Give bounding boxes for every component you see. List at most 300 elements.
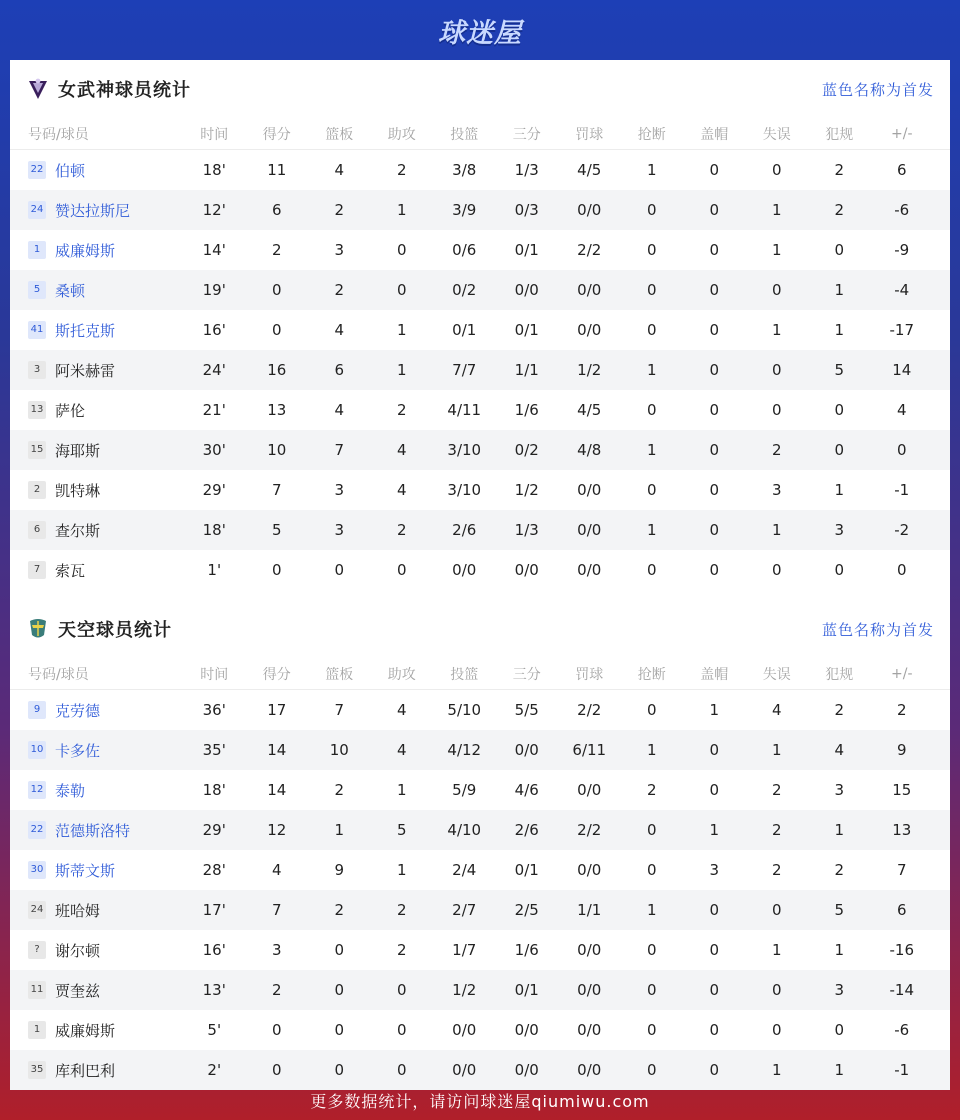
- stat-cell: 6: [896, 901, 907, 919]
- player-name[interactable]: 班哈姆: [55, 901, 101, 920]
- stat-cell: 0: [271, 561, 282, 579]
- stat-cell: 1: [396, 201, 407, 219]
- stat-cell: 0: [709, 981, 720, 999]
- column-header[interactable]: 盖帽: [700, 666, 729, 683]
- stat-cell: 2: [896, 701, 907, 719]
- stat-cell: 0/0: [514, 1021, 539, 1039]
- stat-cell: 19': [202, 281, 226, 299]
- player-row[interactable]: [10, 230, 950, 270]
- stat-cell: 0: [396, 1061, 407, 1079]
- stat-cell: 2: [396, 901, 407, 919]
- column-header[interactable]: +/-: [891, 665, 913, 682]
- stat-cell: 7: [271, 481, 282, 499]
- jersey-number-badge: 1: [28, 1021, 46, 1039]
- stat-cell: 0: [771, 401, 782, 419]
- stat-cell: 0: [646, 481, 657, 499]
- stat-cell: 0: [646, 401, 657, 419]
- starter-legend: 蓝色名称为首发: [821, 80, 934, 99]
- stat-cell: 1: [709, 701, 720, 719]
- stat-cell: 0: [396, 981, 407, 999]
- stat-cell: 1: [834, 281, 845, 299]
- stat-cell: 0/1: [514, 241, 539, 259]
- stat-cell: 0/0: [577, 1021, 602, 1039]
- stat-cell: 0: [771, 281, 782, 299]
- stat-cell: 0: [334, 981, 345, 999]
- stat-cell: 0/1: [514, 861, 539, 879]
- stat-cell: 0/0: [577, 981, 602, 999]
- stat-cell: 0: [771, 161, 782, 179]
- column-header[interactable]: 三分: [512, 126, 541, 143]
- stat-cell: 2: [396, 401, 407, 419]
- stat-cell: -1: [894, 481, 910, 499]
- column-header[interactable]: 助攻: [387, 126, 416, 143]
- stat-cell: 0: [334, 1021, 345, 1039]
- stat-cell: 5/10: [447, 701, 482, 719]
- stat-cell: 11: [267, 161, 287, 179]
- player-name[interactable]: 查尔斯: [55, 521, 101, 540]
- stat-cell: 14: [267, 781, 287, 799]
- stat-cell: 0: [646, 981, 657, 999]
- column-header[interactable]: 三分: [512, 666, 541, 683]
- player-cell: [10, 440, 183, 461]
- player-cell: [10, 1060, 183, 1081]
- stat-cell: 0: [709, 441, 720, 459]
- jersey-number-badge: 35: [28, 1061, 46, 1079]
- jersey-number-badge: 22: [28, 161, 46, 179]
- player-row[interactable]: [10, 310, 950, 350]
- stat-cell: 1/2: [577, 361, 602, 379]
- player-row[interactable]: [10, 810, 950, 850]
- stat-cell: 2/2: [577, 701, 602, 719]
- stat-cell: 16: [267, 361, 287, 379]
- player-row[interactable]: [10, 510, 950, 550]
- player-name[interactable]: 威廉姆斯: [55, 241, 116, 260]
- stat-cell: 1: [646, 901, 657, 919]
- stat-cell: 4: [334, 321, 345, 339]
- stat-cell: -17: [889, 321, 914, 339]
- stat-cell: 0: [771, 561, 782, 579]
- stat-cell: 0: [709, 1021, 720, 1039]
- stat-cell: 2': [207, 1061, 222, 1079]
- player-cell: [10, 480, 183, 501]
- stat-cell: 4/5: [577, 401, 602, 419]
- stat-cell: 2/2: [577, 241, 602, 259]
- stat-cell: 1: [834, 1061, 845, 1079]
- stat-cell: 0: [396, 281, 407, 299]
- player-name[interactable]: 克劳德: [55, 701, 101, 720]
- stat-cell: -14: [889, 981, 914, 999]
- column-header[interactable]: 时间: [200, 126, 229, 143]
- player-row[interactable]: [10, 390, 950, 430]
- stat-cell: 4: [396, 701, 407, 719]
- player-name[interactable]: 范德斯洛特: [55, 821, 131, 840]
- stat-cell: 4/12: [447, 741, 482, 759]
- player-cell: [10, 780, 183, 801]
- player-cell: [10, 820, 183, 841]
- stat-cell: 15: [892, 781, 912, 799]
- column-header[interactable]: 抢断: [637, 666, 666, 683]
- stat-cell: 0/0: [514, 741, 539, 759]
- team-section: [10, 60, 950, 590]
- stat-cell: 5': [207, 1021, 222, 1039]
- stat-cell: 2/6: [452, 521, 477, 539]
- stat-cell: 0/6: [452, 241, 477, 259]
- stat-cell: 2/6: [514, 821, 539, 839]
- stat-cell: 0/0: [577, 561, 602, 579]
- stat-cell: 0: [709, 1061, 720, 1079]
- stat-cell: 1: [396, 781, 407, 799]
- stat-cell: 0/0: [577, 781, 602, 799]
- jersey-number-badge: 6: [28, 521, 46, 539]
- stat-cell: 0: [271, 321, 282, 339]
- player-name[interactable]: 阿米赫雷: [55, 361, 116, 380]
- stat-cell: 13: [892, 821, 912, 839]
- stat-cell: 1: [834, 321, 845, 339]
- player-row[interactable]: [10, 770, 950, 810]
- player-row[interactable]: [10, 1010, 950, 1050]
- stat-cell: 0: [396, 241, 407, 259]
- stat-cell: 0: [709, 281, 720, 299]
- player-name[interactable]: 威廉姆斯: [55, 1021, 116, 1040]
- stat-cell: 5/9: [452, 781, 477, 799]
- player-name[interactable]: 赞达拉斯尼: [55, 201, 131, 220]
- stat-cell: 0: [771, 981, 782, 999]
- stat-cell: 1: [396, 861, 407, 879]
- jersey-number-badge: 24: [28, 201, 46, 219]
- player-cell: [10, 200, 183, 221]
- column-header[interactable]: 号码/球员: [28, 126, 89, 143]
- stat-cell: 0/0: [577, 321, 602, 339]
- player-cell: [10, 160, 183, 181]
- stat-cell: 13': [202, 981, 226, 999]
- stat-cell: 10: [267, 441, 287, 459]
- stat-cell: 2: [334, 781, 345, 799]
- jersey-number-badge: 41: [28, 321, 46, 339]
- player-row[interactable]: [10, 430, 950, 470]
- stat-cell: -6: [894, 1021, 910, 1039]
- stat-cell: 30': [202, 441, 226, 459]
- stat-cell: 2/4: [452, 861, 477, 879]
- jersey-number-badge: 1: [28, 241, 46, 259]
- player-row[interactable]: [10, 470, 950, 510]
- stat-cell: 3/9: [452, 201, 477, 219]
- jersey-number-badge: 30: [28, 861, 46, 879]
- player-row[interactable]: [10, 690, 950, 730]
- column-header[interactable]: 时间: [200, 666, 229, 683]
- stat-cell: 0: [396, 1021, 407, 1039]
- player-cell: [10, 700, 183, 721]
- player-row[interactable]: [10, 730, 950, 770]
- stat-cell: 0: [396, 561, 407, 579]
- stat-cell: 4: [396, 441, 407, 459]
- stat-cell: 2: [271, 981, 282, 999]
- stat-cell: 2: [646, 781, 657, 799]
- column-header[interactable]: 得分: [262, 126, 291, 143]
- column-header[interactable]: 篮板: [325, 666, 354, 683]
- player-row[interactable]: [10, 270, 950, 310]
- stat-cell: 1: [709, 821, 720, 839]
- player-cell: [10, 320, 183, 341]
- column-header[interactable]: 投篮: [450, 666, 479, 683]
- player-name[interactable]: 索瓦: [55, 561, 86, 580]
- stat-cell: 4/6: [514, 781, 539, 799]
- player-cell: [10, 520, 183, 541]
- stat-cell: 0/1: [452, 321, 477, 339]
- column-header[interactable]: 投篮: [450, 126, 479, 143]
- stat-cell: 0: [709, 201, 720, 219]
- stats-card: [10, 60, 950, 1080]
- player-name[interactable]: 斯托克斯: [55, 321, 116, 340]
- stat-cell: 2: [834, 701, 845, 719]
- stat-cell: 1: [771, 321, 782, 339]
- stat-cell: 21': [202, 401, 226, 419]
- stat-cell: 7: [896, 861, 907, 879]
- stat-cell: 0: [771, 361, 782, 379]
- column-header[interactable]: 得分: [262, 666, 291, 683]
- stat-cell: 3/10: [447, 481, 482, 499]
- stat-cell: 1: [771, 201, 782, 219]
- stat-cell: 5: [834, 901, 845, 919]
- player-name[interactable]: 伯顿: [55, 161, 86, 180]
- stat-cell: 10: [329, 741, 349, 759]
- stat-cell: -6: [894, 201, 910, 219]
- jersey-number-badge: 9: [28, 701, 46, 719]
- stat-cell: 3: [271, 941, 282, 959]
- stat-cell: 4: [396, 481, 407, 499]
- jersey-number-badge: 5: [28, 281, 46, 299]
- team-header: [10, 60, 950, 118]
- stat-cell: 0: [334, 941, 345, 959]
- stat-cell: 0: [771, 1021, 782, 1039]
- stat-cell: 0: [271, 281, 282, 299]
- column-header[interactable]: 失误: [762, 666, 791, 683]
- player-cell: [10, 240, 183, 261]
- stat-cell: 2/7: [452, 901, 477, 919]
- column-header[interactable]: 助攻: [387, 666, 416, 683]
- player-cell: [10, 280, 183, 301]
- stat-cell: 0: [709, 321, 720, 339]
- stat-cell: 2: [771, 821, 782, 839]
- stat-cell: 18': [202, 521, 226, 539]
- stat-cell: 0: [646, 321, 657, 339]
- player-name[interactable]: 萨伦: [55, 401, 86, 420]
- player-name[interactable]: 桑顿: [55, 281, 86, 300]
- player-row[interactable]: [10, 930, 950, 970]
- player-cell: [10, 1020, 183, 1041]
- footer-text[interactable]: 更多数据统计，请访问球迷屋qiumiwu.com: [310, 1091, 650, 1111]
- sky-logo-icon: [28, 617, 48, 641]
- stat-cell: 0/3: [514, 201, 539, 219]
- stat-cell: 6/11: [572, 741, 607, 759]
- jersey-number-badge: 10: [28, 741, 46, 759]
- column-header[interactable]: 号码/球员: [28, 666, 89, 683]
- stat-cell: 12': [202, 201, 226, 219]
- stat-cell: 0: [709, 741, 720, 759]
- player-name[interactable]: 斯蒂文斯: [55, 861, 116, 880]
- jersey-number-badge: 7: [28, 561, 46, 579]
- stat-cell: 1: [646, 441, 657, 459]
- stat-cell: 0/0: [452, 1061, 477, 1079]
- player-cell: [10, 980, 183, 1001]
- column-header[interactable]: 抢断: [637, 126, 666, 143]
- stat-cell: 1/3: [514, 161, 539, 179]
- stat-cell: 0: [646, 201, 657, 219]
- stat-cell: 4: [334, 161, 345, 179]
- player-row[interactable]: [10, 190, 950, 230]
- player-name[interactable]: 海耶斯: [55, 441, 101, 460]
- stat-cell: 0: [271, 1061, 282, 1079]
- stat-cell: 0/0: [577, 481, 602, 499]
- stat-cell: 1: [771, 241, 782, 259]
- stat-cell: 2: [334, 201, 345, 219]
- column-header[interactable]: 犯规: [825, 126, 854, 143]
- stat-cell: 0/2: [514, 441, 539, 459]
- stat-cell: 2: [396, 941, 407, 959]
- stat-cell: 4/8: [577, 441, 602, 459]
- stat-cell: 18': [202, 781, 226, 799]
- column-header[interactable]: 罚球: [575, 666, 604, 683]
- stat-cell: 0: [646, 241, 657, 259]
- stat-cell: 0/1: [514, 981, 539, 999]
- stat-cell: -1: [894, 1061, 910, 1079]
- valkyries-logo-icon: [28, 77, 48, 101]
- stat-cell: 17: [267, 701, 287, 719]
- stat-cell: 0: [709, 941, 720, 959]
- stat-cell: 5/5: [514, 701, 539, 719]
- stat-cell: 0: [709, 481, 720, 499]
- stat-cell: 0: [646, 1061, 657, 1079]
- stat-cell: 0: [834, 401, 845, 419]
- stat-cell: 2: [834, 861, 845, 879]
- jersey-number-badge: 13: [28, 401, 46, 419]
- stat-cell: 18': [202, 161, 226, 179]
- stat-cell: 1/6: [514, 401, 539, 419]
- jersey-number-badge: ?: [28, 941, 46, 959]
- stat-cell: 3: [771, 481, 782, 499]
- stat-cell: 14: [892, 361, 912, 379]
- jersey-number-badge: 3: [28, 361, 46, 379]
- player-cell: [10, 860, 183, 881]
- stat-cell: 4: [334, 401, 345, 419]
- stat-cell: 2/2: [577, 821, 602, 839]
- stat-cell: 0/0: [577, 521, 602, 539]
- jersey-number-badge: 24: [28, 901, 46, 919]
- stat-cell: 3: [334, 481, 345, 499]
- stat-cell: 3: [834, 521, 845, 539]
- column-header[interactable]: 盖帽: [700, 126, 729, 143]
- stat-cell: 0: [646, 701, 657, 719]
- jersey-number-badge: 15: [28, 441, 46, 459]
- footer: [0, 1080, 960, 1120]
- player-cell: [10, 400, 183, 421]
- player-cell: [10, 940, 183, 961]
- stat-cell: 0: [834, 441, 845, 459]
- stat-cell: 2: [771, 441, 782, 459]
- stat-cell: 0: [709, 781, 720, 799]
- stat-cell: 1: [334, 821, 345, 839]
- stat-cell: 2/5: [514, 901, 539, 919]
- section-gap: [10, 590, 950, 600]
- stat-cell: 1/1: [514, 361, 539, 379]
- site-logo[interactable]: 球迷屋: [438, 17, 522, 49]
- stat-cell: 16': [202, 941, 226, 959]
- player-name[interactable]: 谢尔顿: [55, 941, 101, 960]
- player-cell: [10, 740, 183, 761]
- stat-cell: 0/0: [577, 861, 602, 879]
- stat-cell: 0: [646, 821, 657, 839]
- column-header[interactable]: 篮板: [325, 126, 354, 143]
- player-name[interactable]: 凯特琳: [55, 481, 101, 500]
- stat-cell: 1/2: [452, 981, 477, 999]
- stat-cell: 2: [334, 901, 345, 919]
- stat-cell: 1: [771, 941, 782, 959]
- stat-cell: 28': [202, 861, 226, 879]
- team-title: 天空球员统计: [58, 620, 172, 641]
- stat-cell: 1: [646, 161, 657, 179]
- player-row[interactable]: [10, 150, 950, 190]
- player-row[interactable]: [10, 550, 950, 590]
- stat-cell: 1: [396, 361, 407, 379]
- stat-cell: 2: [396, 521, 407, 539]
- stat-cell: 0: [709, 161, 720, 179]
- player-row[interactable]: [10, 850, 950, 890]
- starter-legend: 蓝色名称为首发: [821, 620, 934, 639]
- stat-cell: 0: [646, 1021, 657, 1039]
- player-name[interactable]: 贾奎兹: [55, 981, 101, 1000]
- player-row[interactable]: [10, 350, 950, 390]
- stat-cell: 4/11: [447, 401, 482, 419]
- stat-cell: 1/2: [514, 481, 539, 499]
- stat-cell: 0: [834, 241, 845, 259]
- stat-cell: 6: [896, 161, 907, 179]
- stat-cell: 36': [202, 701, 226, 719]
- stat-cell: 0/0: [514, 281, 539, 299]
- team-header: [10, 600, 950, 658]
- stat-cell: 0: [834, 1021, 845, 1039]
- stat-cell: 0: [646, 941, 657, 959]
- stat-cell: 5: [396, 821, 407, 839]
- stat-cell: 0/0: [452, 1021, 477, 1039]
- column-header[interactable]: 犯规: [825, 666, 854, 683]
- stat-cell: 1: [834, 821, 845, 839]
- stat-cell: 0: [709, 901, 720, 919]
- stat-cell: 9: [334, 861, 345, 879]
- stat-cell: 1: [396, 321, 407, 339]
- stat-cell: 1: [834, 481, 845, 499]
- column-header[interactable]: 罚球: [575, 126, 604, 143]
- player-name[interactable]: 卡多佐: [55, 741, 101, 760]
- stat-cell: 17': [202, 901, 226, 919]
- stat-cell: 4/10: [447, 821, 482, 839]
- stat-cell: 2: [834, 201, 845, 219]
- player-row[interactable]: [10, 970, 950, 1010]
- player-name[interactable]: 泰勒: [55, 781, 86, 800]
- stat-cell: 7: [334, 441, 345, 459]
- stat-cell: 0/0: [452, 561, 477, 579]
- stat-cell: 0/0: [577, 1061, 602, 1079]
- stat-cell: 0: [709, 401, 720, 419]
- stat-cell: 0: [646, 281, 657, 299]
- stat-cell: 14': [202, 241, 226, 259]
- stat-cell: 35': [202, 741, 226, 759]
- column-header[interactable]: +/-: [891, 125, 913, 142]
- stat-cell: 2: [834, 161, 845, 179]
- stat-cell: 0: [896, 561, 907, 579]
- stat-cell: 29': [202, 481, 226, 499]
- player-name[interactable]: 库利巴利: [55, 1061, 116, 1080]
- column-header[interactable]: 失误: [762, 126, 791, 143]
- player-row[interactable]: [10, 890, 950, 930]
